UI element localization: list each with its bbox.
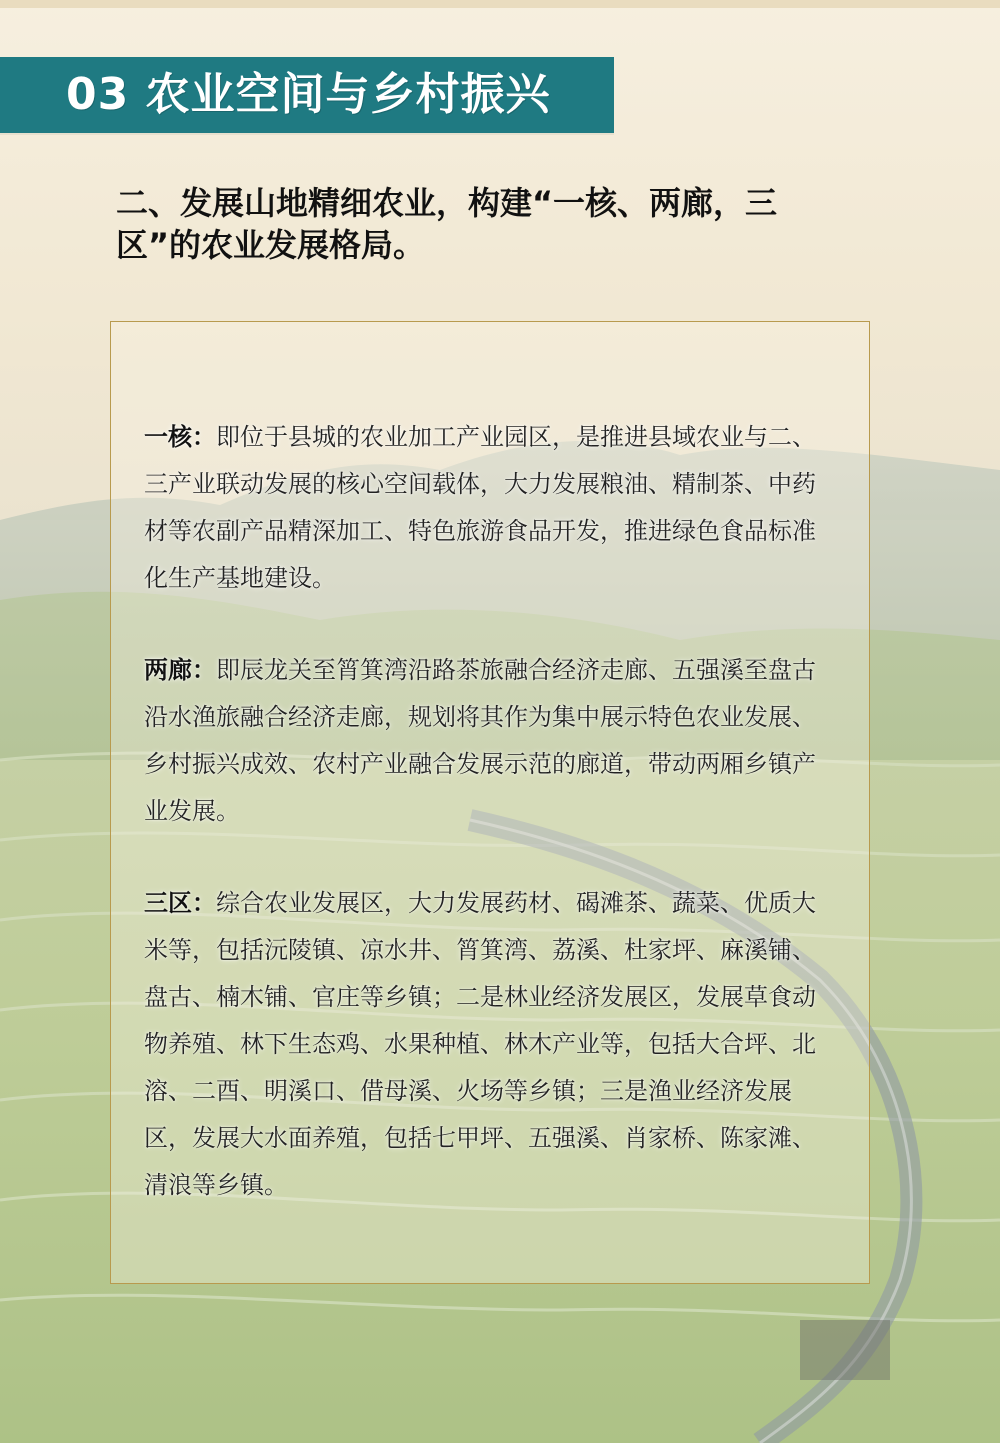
paragraph-body: 即辰龙关至筲箕湾沿路茶旅融合经济走廊、五强溪至盘古沿水渔旅融合经济走廊，规划将其作为集中展示特色农业发展、乡村振兴成效、农村产业融合发展示范的廊道，带动两厢乡镇产业发展。 <box>144 656 816 825</box>
paragraph-one-core <box>144 414 826 602</box>
paragraph-body: 综合农业发展区，大力发展药材、碣滩茶、蔬菜、优质大米等，包括沅陵镇、凉水井、筲箕湾、荔溪、杜家坪、麻溪铺、盘古、楠木铺、官庄等乡镇；二是林业经济发展区，发展草食动物养殖、林下生态鸡、水果种植、林木产业等，包括大合坪、北溶、二酉、明溪口、借母溪、火场等乡镇；三是渔业经济发展区，发展大水面养殖，包括七甲坪、五强溪、肖家桥、陈家滩、清浪等乡镇。 <box>144 889 816 1199</box>
section-title: 03 农业空间与乡村振兴 <box>66 69 551 120</box>
subheading: 二、发展山地精细农业，构建“一核、两廊，三区”的农业发展格局。 <box>116 184 778 264</box>
paragraph-lead: 两廊： <box>144 656 216 684</box>
paragraph-two-corridors <box>144 647 826 835</box>
paragraph-lead: 三区： <box>144 889 216 917</box>
section-header-banner <box>0 57 614 133</box>
paragraph-lead: 一核： <box>144 423 216 451</box>
paragraph-body: 即位于县城的农业加工产业园区，是推进县域农业与二、三产业联动发展的核心空间载体，大力发展粮油、精制茶、中药材等农副产品精深加工、特色旅游食品开发，推进绿色食品标准化生产基地建设。 <box>144 423 816 592</box>
paragraph-three-zones <box>144 880 826 1209</box>
